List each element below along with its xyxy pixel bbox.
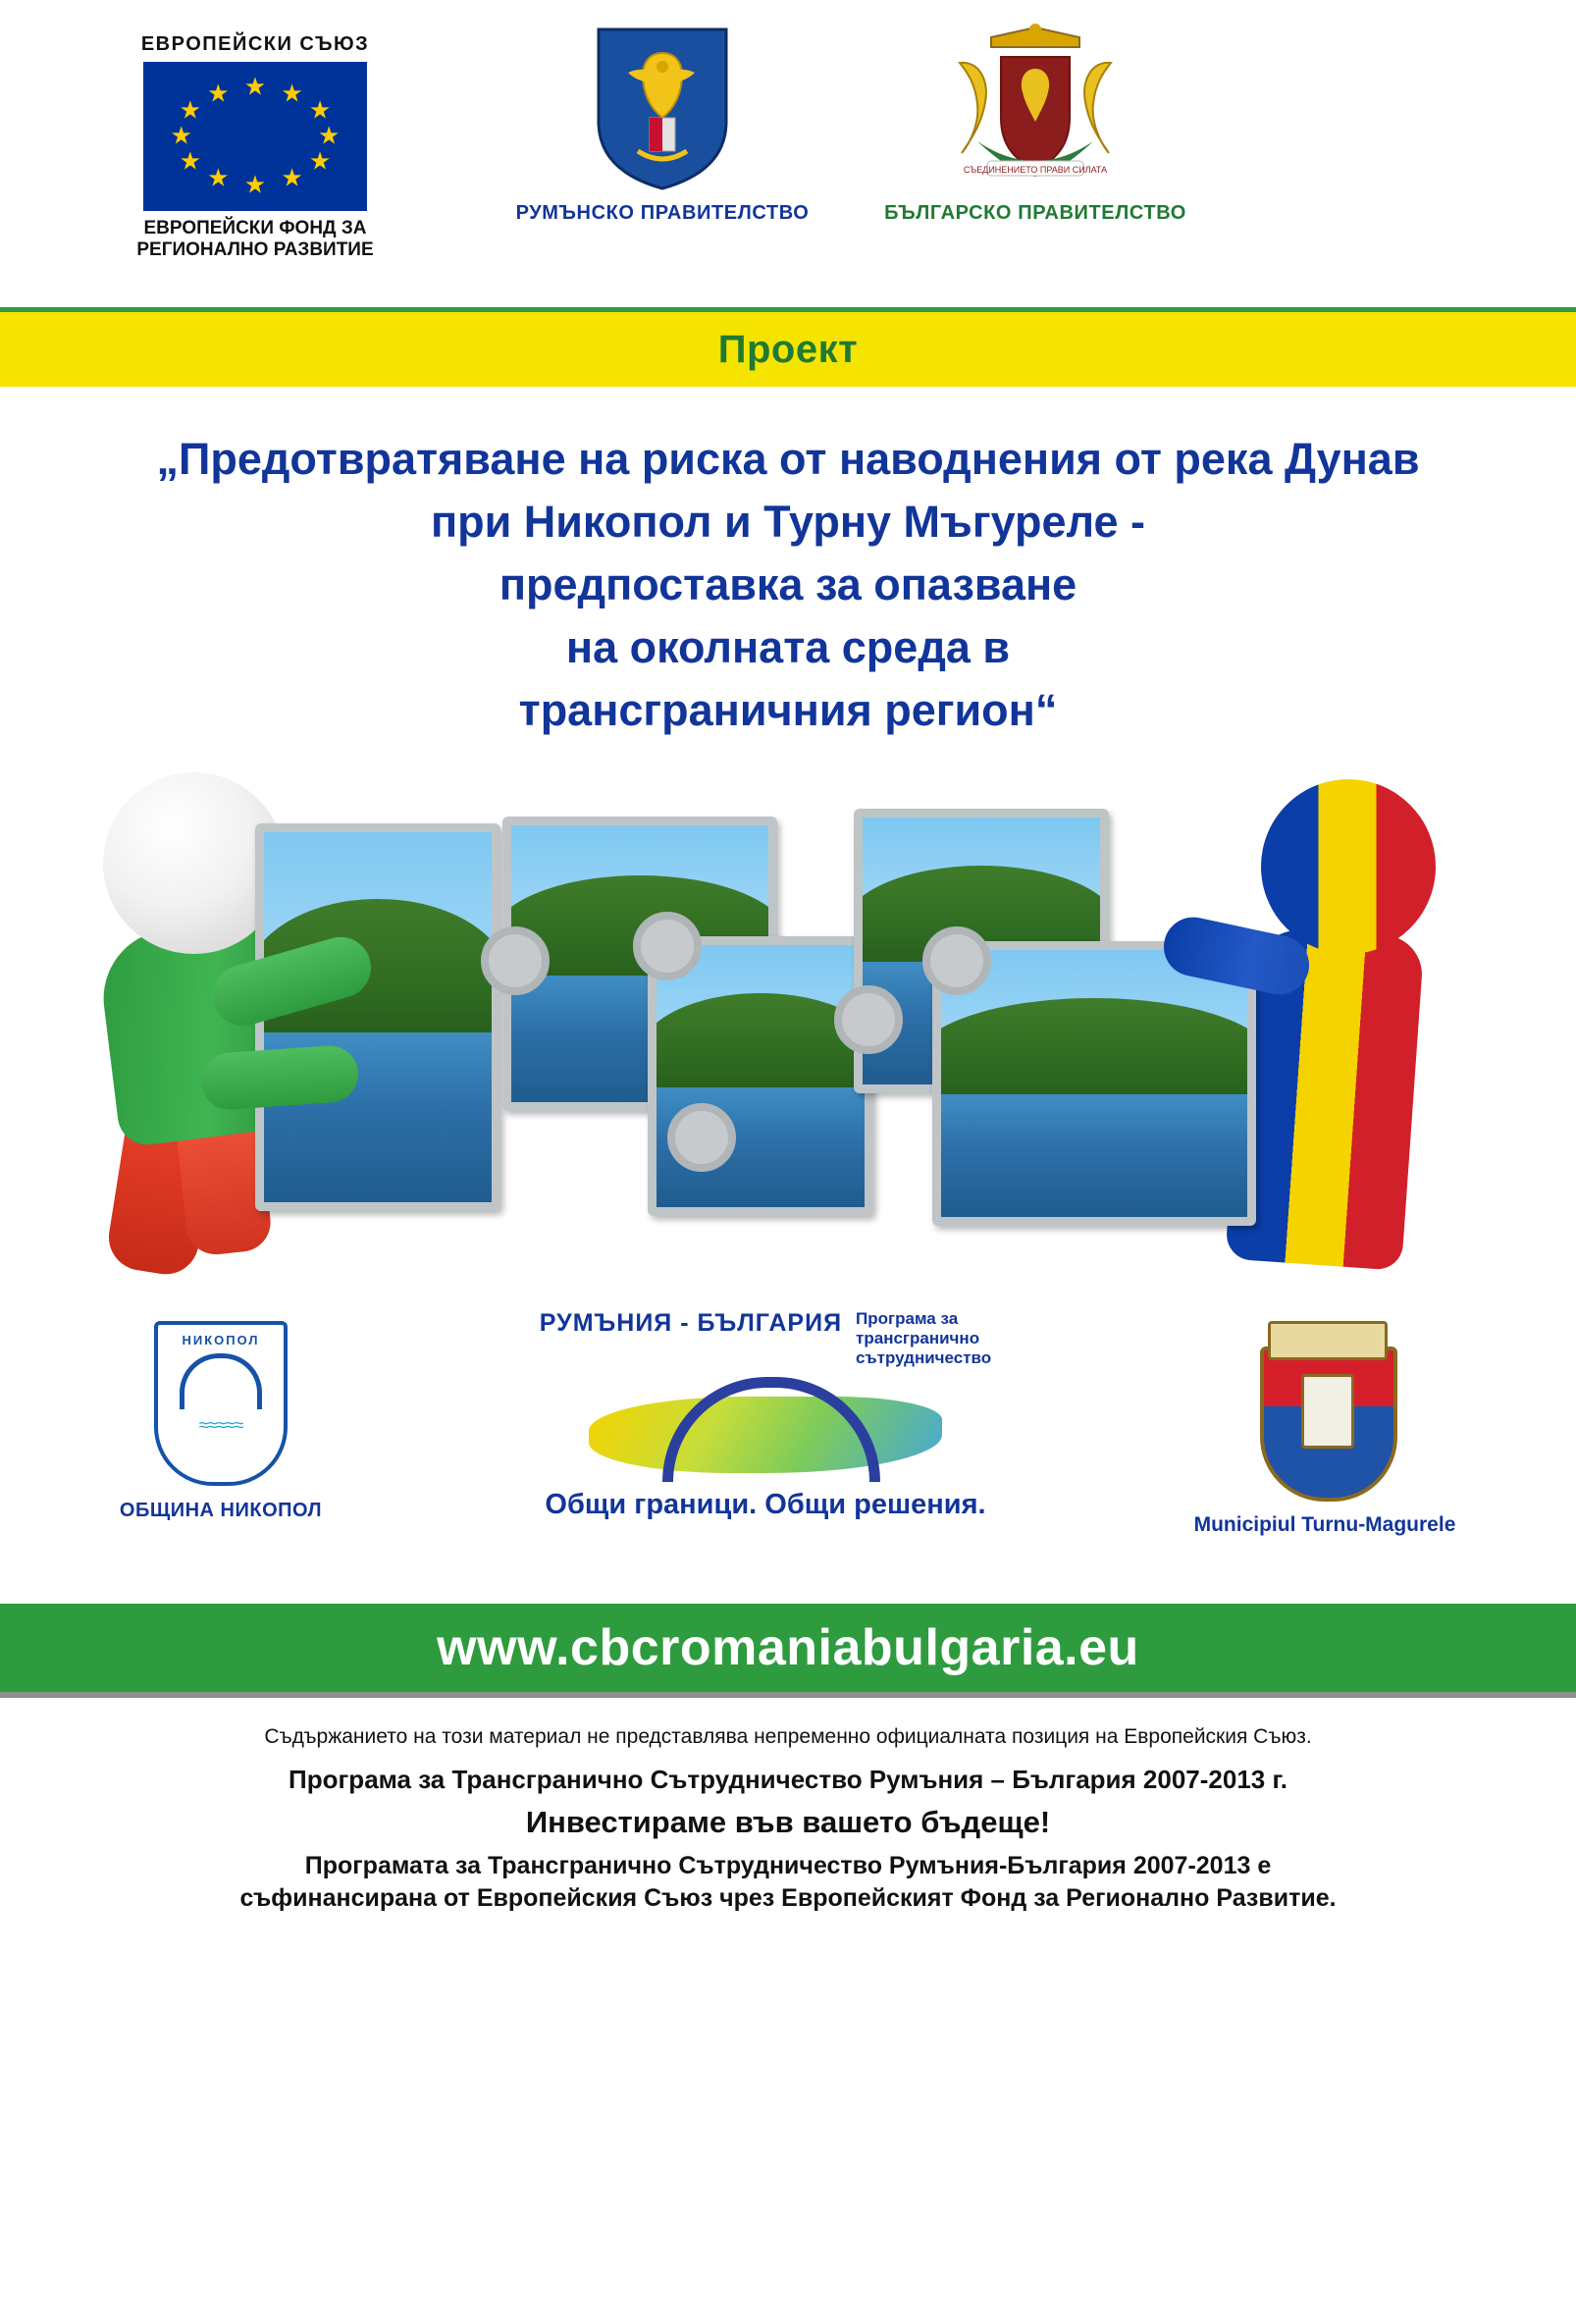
turnu-tower [1301,1374,1354,1449]
turnu-magurele-crest-icon [1246,1317,1403,1504]
partner-programme-logo [461,1309,1070,1521]
svg-text:СЪЕДИНЕНИЕТО ПРАВИ СИЛАТА: СЪЕДИНЕНИЕТО ПРАВИ СИЛАТА [963,164,1108,175]
footer-disclaimer [0,1698,1576,1931]
footer-line-1: Съдържанието на този материал не представлява непременно официалната позиция на Европейския Съюз. [264,1725,1312,1749]
puzzle-pieces-group [245,809,1286,1226]
bulgaria-government-caption: БЪЛГАРСКО ПРАВИТЕЛСТВО [884,202,1186,224]
footer-line-3: Инвестираме във вашето бъдеще! [525,1805,1051,1840]
eu-caption-bottom [93,218,417,261]
eu-caption-bottom-l1: ЕВРОПЕЙСКИ ФОНД ЗА [143,218,367,238]
project-title-line-2: при Никопол и Турну Мъгуреле - [430,496,1146,547]
puzzle-knob-4 [922,926,991,995]
turnu-caption: Municipiul Turnu-Magurele [1193,1513,1456,1537]
partner-turnu-magurele [1119,1317,1531,1537]
project-title-line-4: на околната среда в [565,621,1011,672]
puzzle-piece-1 [255,823,500,1211]
programme-tagline: Общи граници. Общи решения. [545,1489,986,1521]
puzzle-knob-5 [667,1103,736,1172]
project-title-line-3: предпоставка за опазване [499,558,1077,609]
bulgaria-coat-of-arms-icon [839,22,1232,193]
romania-government-caption: РУМЪНСКО ПРАВИТЕЛСТВО [515,202,810,224]
puzzle-handshake-illustration [0,755,1576,1290]
eu-logo-block [93,33,417,261]
nikopol-crest-arch [180,1353,262,1409]
programme-bridge-map-icon [569,1371,962,1479]
programme-bridge-shape [662,1377,880,1482]
tricolor-figure-head [1261,779,1436,954]
project-title [0,387,1576,745]
eu-caption-bottom-l2: РЕГИОНАЛНО РАЗВИТИЕ [136,238,374,260]
programme-subtitle-l2: трансгранично [856,1329,980,1347]
nikopol-crest-waves: ≈≈≈≈≈ [198,1415,243,1436]
programme-subtitle [856,1309,991,1367]
programme-subtitle-l3: сътрудничество [856,1347,992,1367]
header-logos-band [0,0,1576,312]
project-label-bar [0,312,1576,387]
programme-subtitle-l1: Програма за [856,1309,959,1329]
footer-line-4a: Програмата за Трансгранично Сътрудничество Румъния-България 2007-2013 е [304,1852,1272,1880]
bulgaria-logo-block [839,22,1232,225]
partner-logos-row [0,1309,1576,1604]
puzzle-knob-3 [834,985,903,1054]
project-title-line-5: трансграничния регион“ [518,684,1058,735]
programme-title: РУМЪНИЯ - БЪЛГАРИЯ [539,1309,843,1338]
footer-line-2: Програма за Трансгранично Сътрудничество Румъния – България 2007-2013 г. [289,1765,1287,1795]
project-label: Проект [717,327,859,371]
nikopol-caption: ОБЩИНА НИКОПОЛ [119,1500,323,1522]
green-figure-arm-lower [199,1044,360,1112]
nikopol-crest-text: НИКОПОЛ [182,1333,260,1348]
programme-website-url[interactable]: www.cbcromaniabulgaria.eu [437,1619,1139,1677]
puzzle-piece-3 [648,936,873,1216]
footer-line-4b: съфинансирана от Европейския Съюз чрез Европейският Фонд за Регионално Развитие. [239,1883,1337,1912]
puzzle-knob-1 [481,926,550,995]
eu-caption-top: ЕВРОПЕЙСКИ СЪЮЗ [140,33,370,55]
eu-flag-icon: ★ ★ ★ ★ ★ ★ ★ ★ ★ ★ ★ ★ [143,62,367,211]
project-title-line-1: „Предотвратяване на риска от наводнения от река Дунав [156,434,1420,484]
partner-nikopol [59,1321,383,1522]
nikopol-municipality-crest-icon [154,1321,288,1486]
romania-coat-of-arms-icon [496,22,829,193]
turnu-crown [1268,1321,1388,1360]
programme-website-bar[interactable] [0,1604,1576,1698]
puzzle-knob-2 [633,912,702,980]
romania-logo-block [496,22,829,225]
